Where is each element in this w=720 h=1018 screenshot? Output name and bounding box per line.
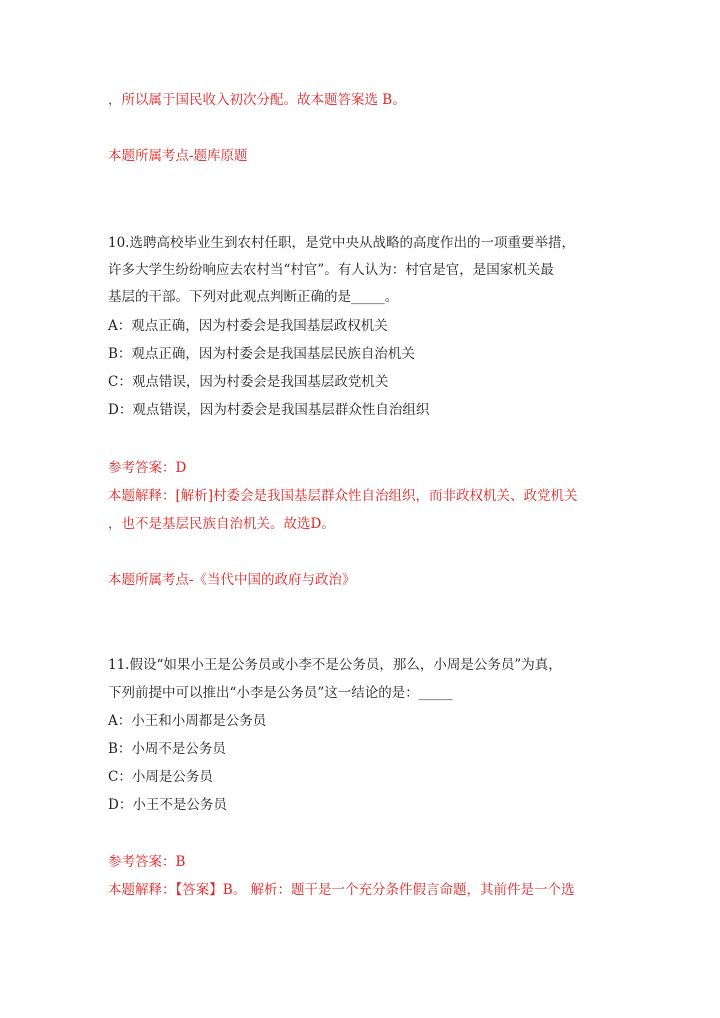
previous-explanation-tail: ，所以属于国民收入初次分配。故本题答案选 B。 — [108, 92, 406, 108]
q10-stem-line-1: 10.选聘高校毕业生到农村任职，是党中央从战略的高度作出的一项重要举措， — [108, 235, 575, 251]
q11-explanation-line-1: 本题解释：【答案】B。 解析：题干是一个充分条件假言命题，其前件是一个选 — [108, 882, 575, 898]
q11-stem-line-2: 下列前提中可以推出“小李是公务员”这一结论的是：_____ — [108, 685, 453, 701]
q11-answer: 参考答案：B — [108, 854, 186, 870]
q11-stem-line-1: 11.假设“如果小王是公务员或小李不是公务员，那么，小周是公务员”为真， — [108, 657, 562, 673]
q10-option-d: D：观点错误，因为村委会是我国基层群众性自治组织 — [108, 402, 430, 418]
q10-option-b: B：观点正确，因为村委会是我国基层民族自治机关 — [108, 346, 415, 362]
q11-option-c: C：小周是公务员 — [108, 769, 213, 785]
q11-option-a: A：小王和小周都是公务员 — [108, 713, 267, 729]
q11-option-b: B：小周不是公务员 — [108, 741, 226, 757]
q10-stem-line-3: 基层的干部。下列对此观点判断正确的是_____。 — [108, 289, 399, 305]
previous-topic-label: 本题所属考点-题库原题 — [108, 148, 248, 164]
q10-stem-line-2: 许多大学生纷纷响应去农村当“村官”。有人认为：村官是官，是国家机关最 — [108, 262, 554, 278]
q11-option-d: D：小王不是公务员 — [108, 797, 227, 813]
q10-topic-label: 本题所属考点-《当代中国的政府与政治》 — [108, 572, 356, 588]
q10-option-a: A：观点正确，因为村委会是我国基层政权机关 — [108, 318, 388, 334]
q10-explanation-line-2: ，也不是基层民族自治机关。故选D。 — [108, 516, 335, 532]
q10-answer: 参考答案：D — [108, 460, 187, 476]
q10-explanation-line-1: 本题解释：[解析]村委会是我国基层群众性自治组织，而非政权机关、政党机关 — [108, 488, 578, 504]
q10-option-c: C：观点错误，因为村委会是我国基层政党机关 — [108, 374, 389, 390]
